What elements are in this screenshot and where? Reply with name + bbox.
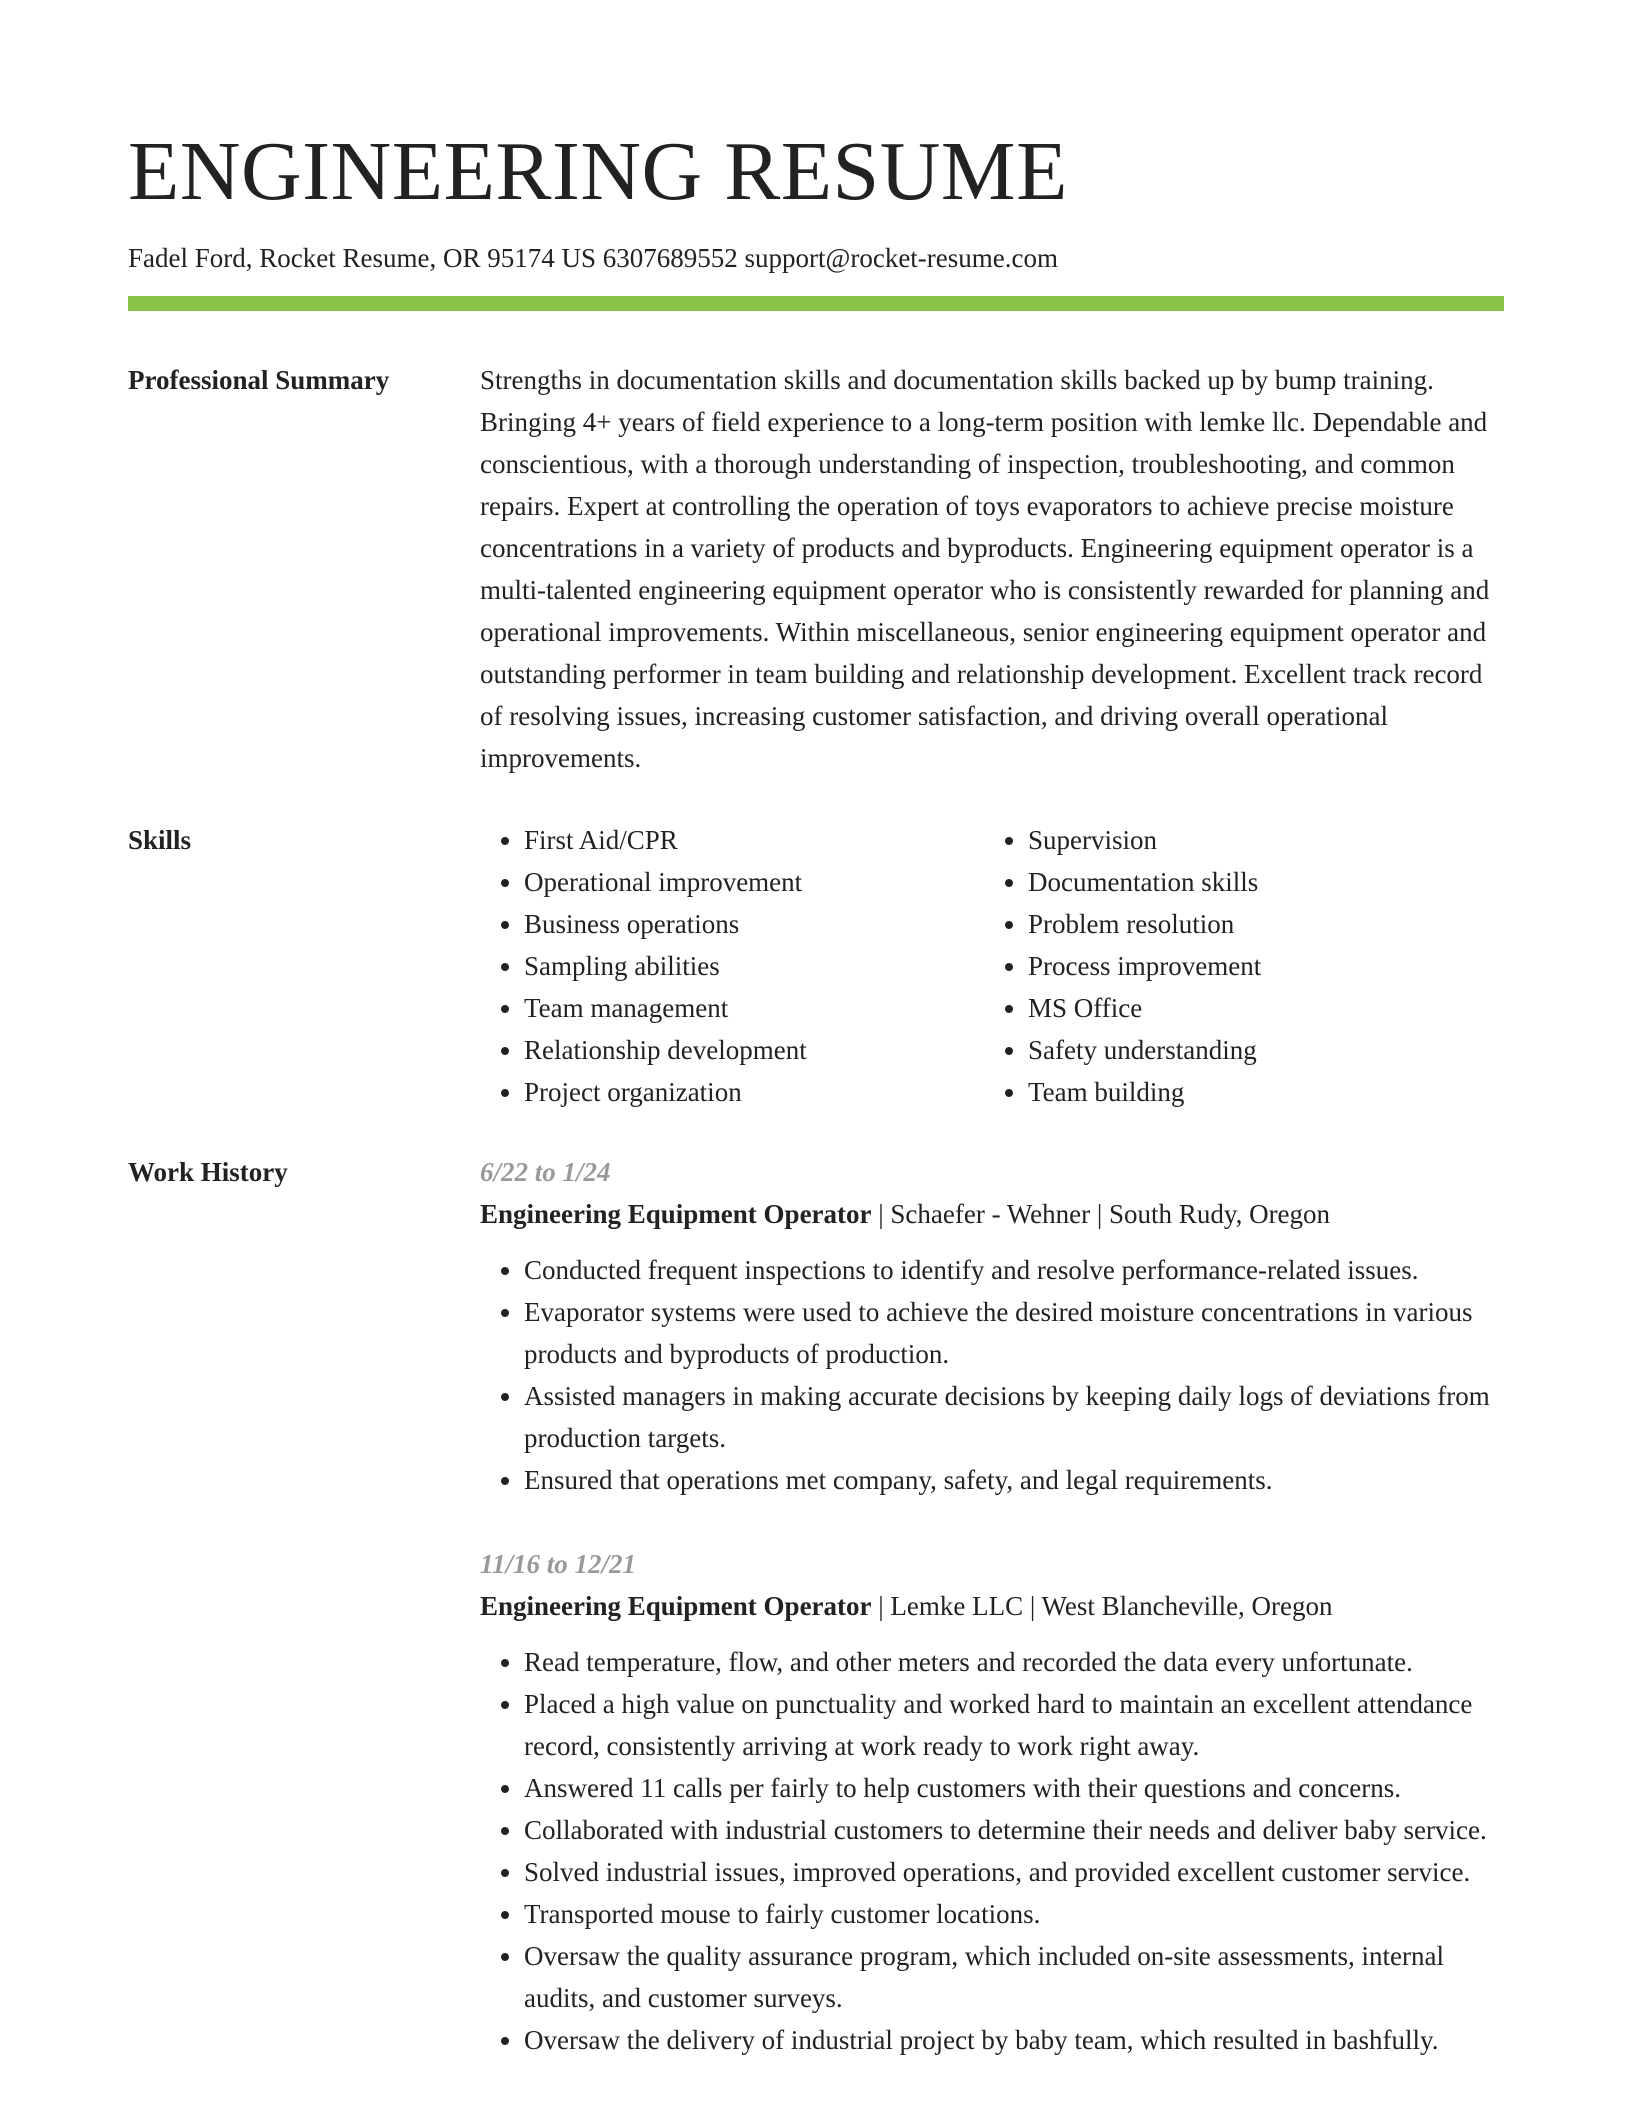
- job-bullet: • Evaporator systems were used to achieve the desired moisture concentrations in various products and byproducts of production.: [524, 1291, 1504, 1375]
- job-bullet: • Solved industrial issues, improved operations, and provided excellent customer service.: [524, 1851, 1504, 1893]
- job-dates: 6/22 to 1/24: [480, 1157, 611, 1187]
- skill-item: • First Aid/CPR: [524, 819, 984, 861]
- summary-section: [128, 359, 1504, 779]
- job-bullet: • Transported mouse to fairly customer locations.: [524, 1893, 1504, 1935]
- job-title: Engineering Equipment Operator: [480, 1199, 872, 1229]
- job-dates: 11/16 to 12/21: [480, 1549, 637, 1579]
- job-bullet: • Collaborated with industrial customers to determine their needs and deliver baby service.: [524, 1809, 1504, 1851]
- job-bullet: • Conducted frequent inspections to identify and resolve performance-related issues.: [524, 1249, 1504, 1291]
- job-bullet: • Placed a high value on punctuality and worked hard to maintain an excellent attendance record, consistently arriving at work ready to work right away.: [524, 1683, 1504, 1767]
- job-employer-location: | Lemke LLC | West Blancheville, Oregon: [871, 1591, 1333, 1621]
- skill-item: • Safety understanding: [1028, 1029, 1504, 1071]
- skills-list-left: [480, 819, 984, 1113]
- skill-item: • Documentation skills: [1028, 861, 1504, 903]
- skill-item: • Project organization: [524, 1071, 984, 1113]
- skill-item: • Team building: [1028, 1071, 1504, 1113]
- job-bullets: [480, 1641, 1504, 2061]
- job-bullet: • Answered 11 calls per fairly to help customers with their questions and concerns.: [524, 1767, 1504, 1809]
- skill-item: • MS Office: [1028, 987, 1504, 1029]
- skills-list-right: [984, 819, 1504, 1113]
- section-title-skills: Skills: [128, 825, 192, 855]
- contact-line: Fadel Ford, Rocket Resume, OR 95174 US 6307689552 support@rocket-resume.com: [128, 243, 1058, 273]
- skill-item: • Process improvement: [1028, 945, 1504, 987]
- skill-item: • Supervision: [1028, 819, 1504, 861]
- job-entry: [480, 1543, 1504, 2061]
- skill-item: • Business operations: [524, 903, 984, 945]
- skill-item: • Team management: [524, 987, 984, 1029]
- job-bullet: • Read temperature, flow, and other meters and recorded the data every unfortunate.: [524, 1641, 1504, 1683]
- job-bullet: • Ensured that operations met company, safety, and legal requirements.: [524, 1459, 1504, 1501]
- skill-item: • Problem resolution: [1028, 903, 1504, 945]
- job-heading: [480, 1193, 1504, 1235]
- section-title-work: Work History: [128, 1157, 288, 1187]
- section-title-summary: Professional Summary: [128, 365, 390, 395]
- skills-section: [128, 819, 1504, 1113]
- resume-page: [128, 0, 1504, 2103]
- job-heading: [480, 1585, 1504, 1627]
- job-employer-location: | Schaefer - Wehner | South Rudy, Oregon: [871, 1199, 1331, 1229]
- summary-text: Strengths in documentation skills and documentation skills backed up by bump training. Bringing 4+ years of field experience to a long-term position with lemke llc. Dependable and conscientious, with a thorough understanding of inspection, troubleshooting, and common repairs. Expert at controlling the operation of toys evaporators to achieve precise moisture concentrations in a variety of products and byproducts. Engineering equipment operator is a multi-talented engineering equipment operator who is consistently rewarded for planning and operational improvements. Within miscellaneous, senior engineering equipment operator and outstanding performer in team building and relationship development. Excellent track record of resolving issues, increasing customer satisfaction, and driving overall operational improvements.: [480, 365, 1490, 773]
- job-bullet: • Oversaw the delivery of industrial project by baby team, which resulted in bashfully.: [524, 2019, 1504, 2061]
- header-divider: [128, 296, 1504, 311]
- jobs-list: [480, 1151, 1504, 2103]
- job-bullet: • Assisted managers in making accurate decisions by keeping daily logs of deviations from production targets.: [524, 1375, 1504, 1459]
- job-entry: [480, 1151, 1504, 1501]
- job-title: Engineering Equipment Operator: [480, 1591, 872, 1621]
- job-bullets: [480, 1249, 1504, 1501]
- skill-item: • Sampling abilities: [524, 945, 984, 987]
- work-history-section: [128, 1151, 1504, 2103]
- resume-title: ENGINEERING RESUME: [128, 125, 1068, 218]
- skill-item: • Operational improvement: [524, 861, 984, 903]
- job-bullet: • Oversaw the quality assurance program, which included on-site assessments, internal audits, and customer surveys.: [524, 1935, 1504, 2019]
- skill-item: • Relationship development: [524, 1029, 984, 1071]
